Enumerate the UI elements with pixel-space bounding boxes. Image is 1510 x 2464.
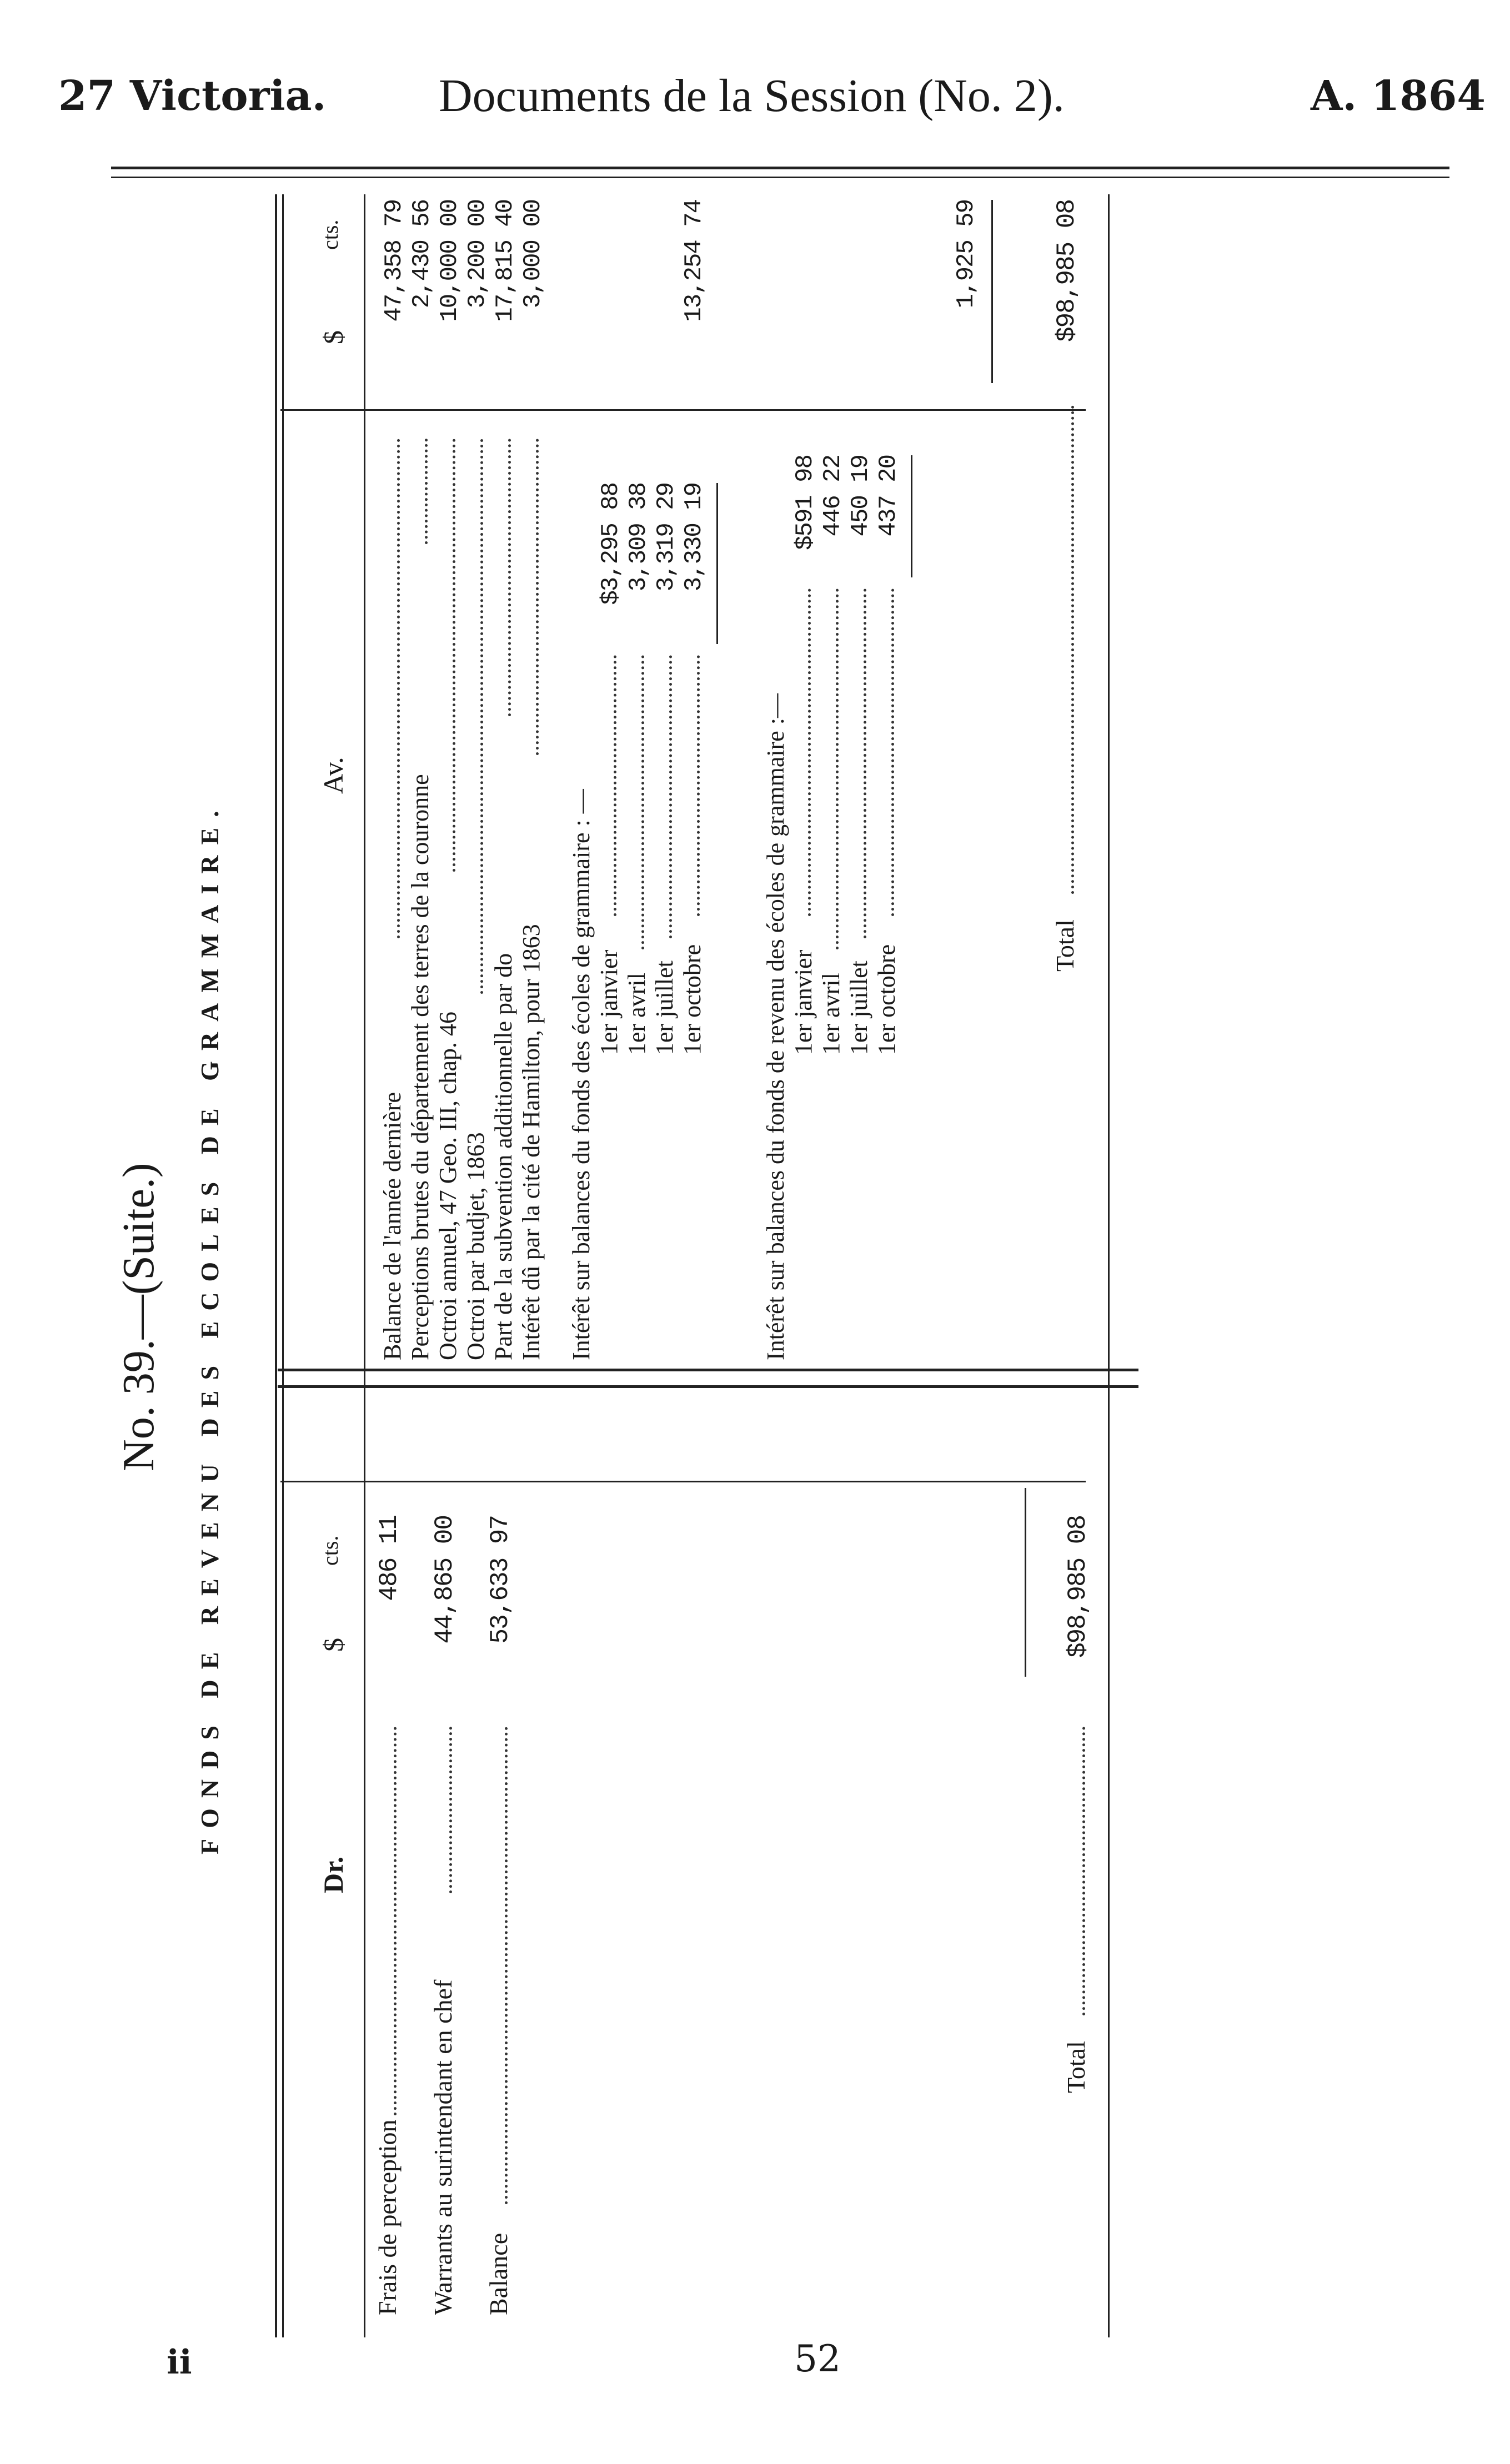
dot-leader — [508, 439, 511, 716]
dot-leader — [1071, 405, 1074, 894]
credit-total-rule — [991, 200, 993, 383]
debit-dollar-heading: $ — [318, 1638, 349, 1652]
interest-item-label: 1er avril — [623, 973, 650, 1055]
interest-item-label: 1er octobre — [873, 944, 900, 1055]
rotated-table — [108, 117, 1386, 2337]
credit-heading: Av. — [318, 757, 349, 794]
dot-leader — [891, 589, 894, 916]
debit-row-amount: 44,865 00 — [430, 1516, 459, 1644]
dot-leader — [397, 439, 400, 938]
credit-row-label: Octroi par budjet, 1863 — [462, 1132, 489, 1360]
dot-leader — [449, 1727, 452, 1893]
interest-item-label: 1er octobre — [679, 944, 706, 1055]
dot-leader — [808, 589, 811, 916]
dot-leader — [536, 439, 539, 755]
credit-dollar-heading: $ — [318, 330, 349, 344]
dot-leader — [425, 439, 428, 544]
interest-item-label: 1er juillet — [845, 961, 872, 1055]
frame-top-rule — [275, 194, 277, 2337]
credit-row-label: Part de la subvention additionnelle par do — [490, 953, 517, 1360]
interest-item-label: 1er juillet — [651, 961, 678, 1055]
interest-item-label: 1er janvier — [595, 949, 623, 1055]
debit-amount-divider — [280, 1481, 1086, 1482]
running-header-left: 27 Victoria. — [58, 72, 327, 120]
credit-row-label: Balance de l'année dernière — [379, 1092, 406, 1360]
page-number: 52 — [794, 2337, 841, 2380]
credit-row-amount: 17,815 40 — [491, 200, 519, 322]
interest-item-amount: 437 20 — [875, 455, 902, 537]
debit-total-rule — [1025, 1488, 1026, 1677]
credit-row-amount: 47,358 79 — [380, 200, 408, 322]
interest-item-amount: 3,330 19 — [680, 483, 708, 592]
dot-leader — [614, 655, 616, 916]
running-header-right: A. 1864 — [1311, 72, 1486, 120]
credit-cents-heading: cts. — [318, 219, 343, 250]
credit-row-amount: 3,000 00 — [519, 200, 547, 309]
interest-item-amount: 3,309 38 — [625, 483, 653, 592]
dot-leader — [505, 1727, 508, 2204]
credit-row-amount: 10,000 00 — [436, 200, 464, 322]
interest-subtotal-rule — [716, 483, 718, 644]
table-title: FONDS DE REVENU DES ECOLES DE GRAMMAIRE. — [195, 800, 224, 1854]
interest-revenue-label: Intérêt sur balances du fonds de revenu des écoles de grammaire :— — [762, 693, 789, 1360]
interest-item-amount: $3,295 88 — [597, 483, 625, 605]
column-divider-inner — [278, 1369, 1138, 1371]
dot-leader — [1082, 1727, 1085, 2015]
table-number: No. 39.—(Suite.) — [114, 1163, 163, 1471]
interest-item-amount: 450 19 — [847, 455, 875, 537]
debit-row-label: Warrants au surintendant en chef — [429, 1979, 457, 2315]
debit-cents-heading: cts. — [318, 1535, 343, 1566]
debit-total-label: Total — [1062, 2041, 1090, 2093]
dot-leader — [394, 1727, 397, 2115]
interest-item-amount: 446 22 — [819, 455, 847, 537]
dot-leader — [480, 439, 483, 994]
credit-row-amount: 2,430 56 — [408, 200, 436, 309]
interest-item-label: 1er avril — [817, 973, 845, 1055]
dot-leader — [669, 655, 672, 938]
interest-item-amount: $591 98 — [791, 455, 819, 550]
frame-bottom-rule — [1108, 194, 1110, 2337]
credit-total-label: Total — [1051, 919, 1079, 972]
running-header-center: Documents de la Session (No. 2). — [439, 70, 1065, 122]
column-header-rule — [364, 194, 365, 2337]
debit-total-amount: $98,985 08 — [1063, 1516, 1092, 1658]
debit-row-label: Balance — [484, 2232, 513, 2315]
credit-total-amount: $98,985 08 — [1052, 200, 1081, 343]
interest-item-amount: 3,319 29 — [653, 483, 680, 592]
interest-item-label: 1er janvier — [790, 949, 817, 1055]
interest-subtotal: 13,254 74 — [680, 200, 708, 322]
signature-mark: ii — [167, 2343, 192, 2382]
credit-row-label: Octroi annuel, 47 Geo. III, chap. 46 — [434, 1011, 461, 1360]
dot-leader — [836, 589, 839, 949]
debit-row-amount: 486 11 — [375, 1516, 404, 1601]
interest-subtotal: 1,925 59 — [952, 200, 980, 309]
frame-top-rule-inner — [282, 194, 284, 2337]
credit-row-label: Perceptions brutes du département des terres de la couronne — [407, 774, 434, 1360]
debit-heading: Dr. — [318, 1856, 349, 1893]
dot-leader — [453, 439, 455, 872]
dot-leader — [697, 655, 700, 916]
credit-amount-divider — [280, 409, 1086, 411]
column-divider — [278, 1385, 1138, 1388]
dot-leader — [641, 655, 644, 949]
credit-row-label: Intérêt dû par la cité de Hamilton, pour 1863 — [518, 924, 545, 1360]
interest-grammar-label: Intérêt sur balances du fonds des écoles de grammaire : — — [568, 789, 595, 1360]
debit-row-amount: 53,633 97 — [486, 1516, 515, 1644]
credit-row-amount: 3,200 00 — [464, 200, 491, 309]
dot-leader — [864, 589, 866, 938]
interest-subtotal-rule — [911, 455, 912, 577]
debit-row-label: Frais de perception — [373, 2119, 402, 2315]
